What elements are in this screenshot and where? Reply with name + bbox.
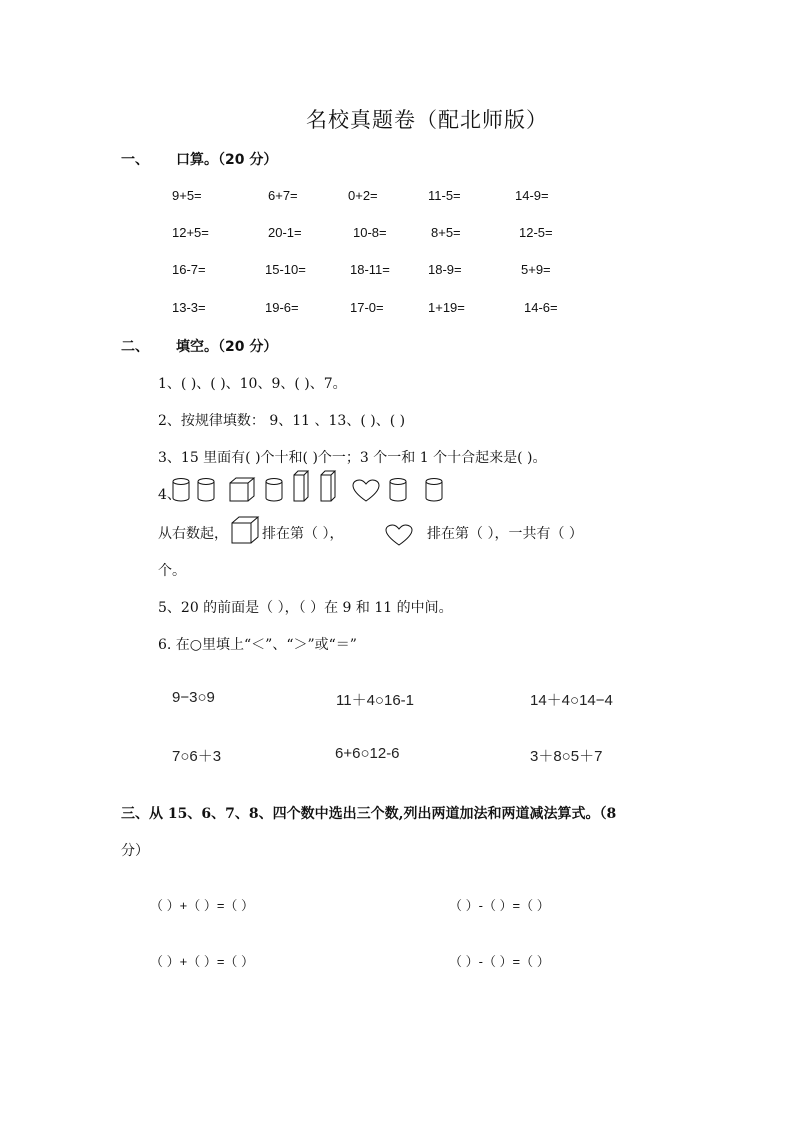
mental-math-item: 18-9= [428,262,462,277]
question-4-heart-position: 排在第（ ），一共有（ ） [427,526,583,542]
cube-icon [231,516,259,544]
question-5: 5、20 的前面是（ ），（ ）在 9 和 11 的中间。 [158,600,453,616]
cylinder-icon [425,478,443,502]
mental-math-item: 17-0= [350,300,384,315]
mental-math-item: 6+7= [268,188,298,203]
section-3-instruction: 三、从 15、6、7、8、四个数中选出三个数,列出两道加法和两道减法算式。（8 [121,806,617,822]
mental-math-item: 18-11= [350,262,390,277]
section-2-number: 二、 [121,339,149,355]
cuboid-icon [293,470,309,502]
mental-math-item: 5+9= [521,262,551,277]
mental-math-item: 15-10= [265,262,306,277]
section-1-title: 口算。（20 分） [176,152,278,168]
cuboid-icon [320,470,336,502]
question-4-label: 4、 [158,487,181,503]
addition-blank[interactable]: （ ）+（ ）=（ ） [150,954,255,969]
mental-math-item: 10-8= [353,225,387,240]
question-4-from-right: 从右数起， [158,526,228,542]
mental-math-item: 1+19= [428,300,465,315]
compare-item: 11＋4○16-1 [336,692,414,709]
subtraction-blank[interactable]: （ ）-（ ）=（ ） [449,898,550,913]
section-3-instruction-cont: 分） [121,843,149,859]
question-3: 3、15 里面有( )个十和( )个一；3 个一和 1 个十合起来是( )。 [158,450,547,466]
cylinder-icon [265,478,283,502]
mental-math-item: 11-5= [428,188,461,203]
compare-item: 6+6○12-6 [335,745,400,762]
section-1-number: 一、 [121,152,149,168]
cube-icon [229,477,255,503]
question-6: 6. 在○里填上“＜”、“＞”或“＝” [158,637,357,653]
cylinder-icon [389,478,407,502]
compare-item: 14＋4○14−4 [530,692,613,709]
compare-item: 3＋8○5＋7 [530,748,603,765]
question-4-unit: 个。 [158,563,186,579]
mental-math-item: 12+5= [172,225,209,240]
mental-math-item: 16-7= [172,262,206,277]
compare-item: 9−3○9 [172,689,215,706]
cylinder-icon [197,478,215,502]
mental-math-item: 14-9= [515,188,549,203]
question-1: 1、( )、( )、10、9、( )、7。 [158,376,347,392]
heart-icon [352,479,380,503]
page-title: 名校真题卷（配北师版） [306,108,548,132]
mental-math-item: 8+5= [431,225,461,240]
section-2-title: 填空。（20 分） [176,339,278,355]
mental-math-item: 12-5= [519,225,553,240]
mental-math-item: 13-3= [172,300,206,315]
cylinder-icon [172,478,190,502]
compare-item: 7○6＋3 [172,748,222,765]
question-4-cube-position: 排在第（ ）， [262,526,344,542]
question-2: 2、按规律填数： 9、11 、13、( )、( ) [158,413,406,429]
heart-icon [385,524,413,546]
mental-math-item: 14-6= [524,300,558,315]
mental-math-item: 20-1= [268,225,302,240]
mental-math-item: 0+2= [348,188,378,203]
mental-math-item: 19-6= [265,300,299,315]
mental-math-item: 9+5= [172,188,202,203]
subtraction-blank[interactable]: （ ）-（ ）=（ ） [449,954,550,969]
addition-blank[interactable]: （ ）+（ ）=（ ） [150,898,255,913]
